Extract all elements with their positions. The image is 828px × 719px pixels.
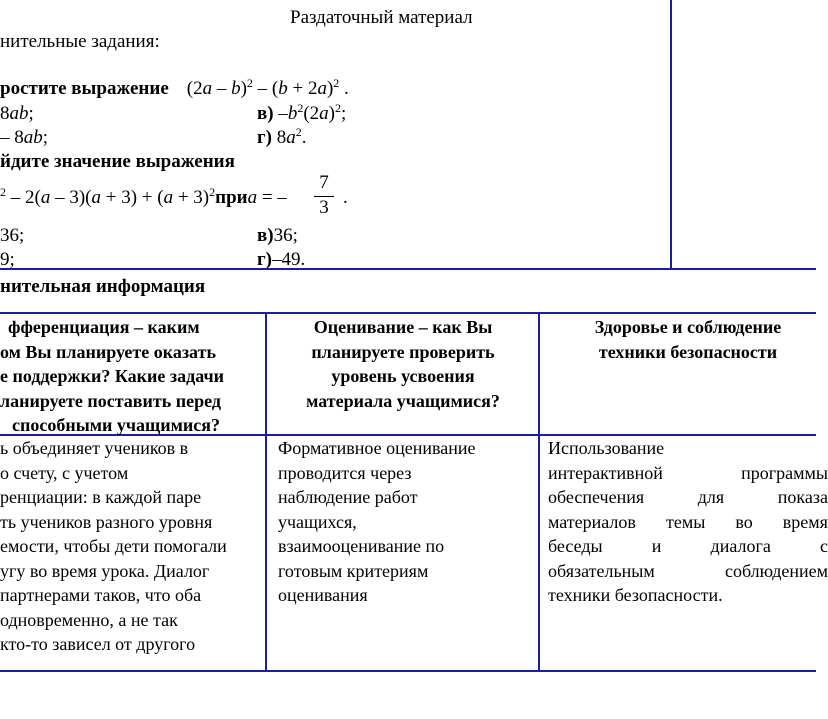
task2-option-v: в)36; (257, 225, 298, 246)
cell-differentiation: ь объединяет учеников в о счету, с учетом ренциации: в каждой паре ть учеников разного уровня емости, чтобы дети помогали угу во время урока. Диалог партнерами таков, что оба одновременно, а не так кто-то зависел от другого (0, 438, 227, 654)
task2-label: йдите значение выражения (0, 151, 235, 172)
header-health-safety: Здоровье и соблюдение техники безопасности (594, 317, 782, 362)
task1-option-v: в) $-b^2(2a)^2$; (257, 101, 347, 124)
task1-option-b: – 8ab; (0, 127, 49, 148)
task1-option-g: г) $8a^2$. (257, 125, 307, 148)
header-assessment: Оценивание – как Вы планируете проверить уровень усвоения материала учащимися? (306, 317, 500, 411)
task1-label: ростите выражение (0, 78, 169, 99)
handout-right-border (670, 0, 672, 270)
task2-expression: $^2 - 2(a - 3)(a + 3) + (a + 3)^2приa$ = – (0, 185, 287, 208)
table-bottom-border (0, 670, 816, 672)
table-top-border (0, 312, 816, 314)
cell-health-safety: Использование интерактивной программы обеспечения для показа материалов темы во время беседы и диалога с обязательным соблюдением техники безопасности. (548, 438, 828, 605)
fraction-numerator: 7 (319, 172, 329, 193)
table-col-divider-2 (538, 312, 540, 672)
task2-option-b: 9; (0, 249, 15, 270)
task1-option-a: 8ab; (0, 103, 34, 124)
table-col-divider-1 (265, 312, 267, 672)
handout-bottom-border (0, 268, 816, 270)
task1-line: ростите выражение $(2a - b)^2 - (b + 2a)^2$ . (0, 76, 349, 99)
fraction-denominator: 3 (319, 197, 329, 218)
header-differentiation: фференциация – каким ом Вы планируете оказать е поддержки? Какие задачи ланируете поставить перед способными учащимися? (0, 317, 225, 435)
task2-option-g: г)–49. (257, 249, 306, 270)
cell-assessment: Формативное оценивание проводится через наблюдение работ учащихся, взаимооценивание по готовым критериям оценивания (278, 438, 476, 605)
task2-option-a: 36; (0, 225, 25, 246)
extra-info-heading: нительная информация (0, 276, 206, 297)
handout-subtitle: нительные задания: (0, 31, 160, 52)
task2-dot: . (343, 187, 348, 208)
handout-title: Раздаточный материал (290, 7, 473, 28)
